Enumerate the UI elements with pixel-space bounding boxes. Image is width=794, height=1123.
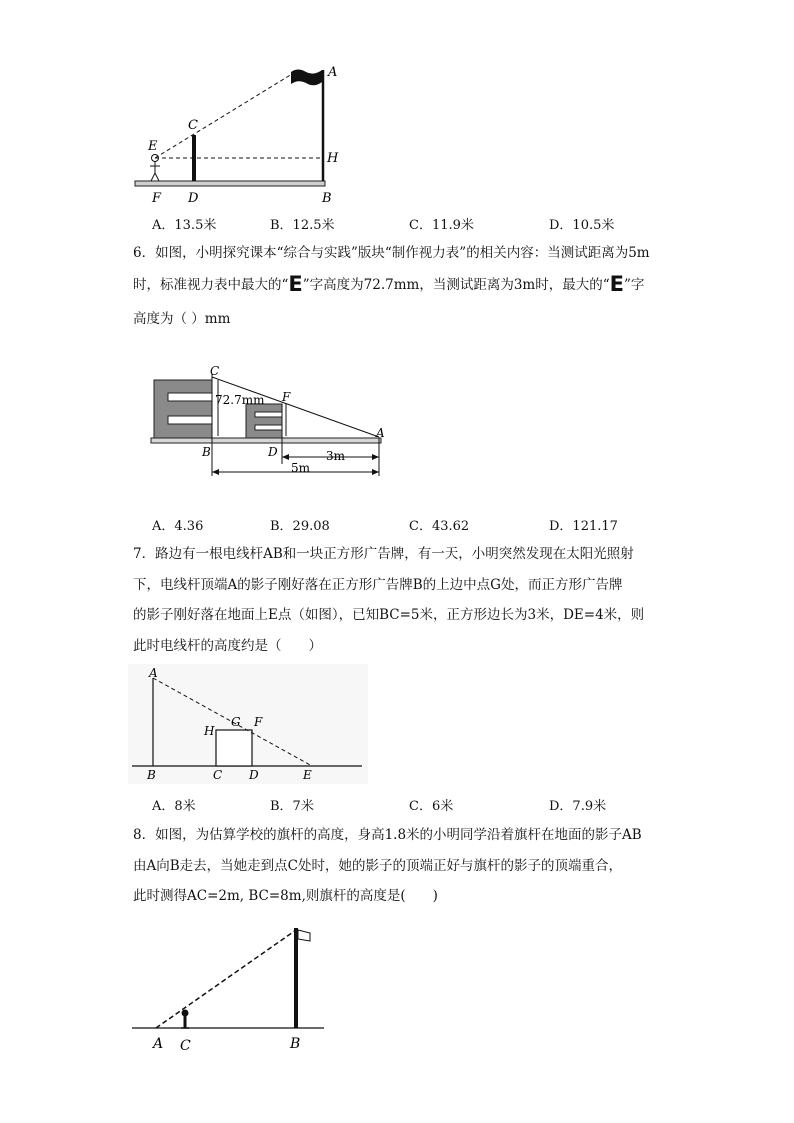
q7-option-a[interactable]: A．8米 [152, 799, 196, 814]
q6-line-1: 6．如图，小明探究课本“综合与实践”版块“制作视力表”的相关内容：当测试距离为5m [133, 245, 650, 261]
q8-question-text [133, 820, 663, 912]
q5-option-d[interactable]: D．10.5米 [549, 218, 615, 233]
q5-flag-icon [291, 70, 322, 86]
q7-options [152, 795, 672, 815]
q5-label-e: E [148, 139, 158, 154]
q6-label-3m: 3m [326, 449, 346, 463]
q7-label-d: D [249, 768, 259, 782]
q7-line-2: 下，电线杆顶端A的影子刚好落在正方形广告牌B的上边中点G处，而正方形广告牌 [133, 576, 623, 593]
q7-label-e: E [303, 768, 312, 782]
q6-question-text [133, 238, 663, 335]
q6-ground [151, 438, 381, 443]
q7-option-c[interactable]: C．6米 [409, 799, 454, 814]
q6-line-2-c: ”字 [623, 276, 645, 293]
q5-label-c: C [188, 118, 198, 133]
q6-figure [148, 364, 393, 479]
q5-option-a[interactable]: A．13.5米 [152, 218, 217, 233]
q7-option-d[interactable]: D．7.9米 [549, 799, 607, 814]
q8-label-a: A [153, 1036, 164, 1052]
q5-label-f: F [152, 191, 162, 206]
q8-figure [128, 924, 328, 1054]
q7-label-f: F [254, 715, 263, 729]
q6-large-e-icon [154, 380, 212, 438]
q6-line-3: 高度为（ ）mm [133, 311, 231, 327]
q7-label-g: G [231, 715, 241, 729]
q7-figure [128, 664, 368, 784]
q6-label-d: D [268, 445, 278, 459]
q6-height-label: 72.7mm [215, 393, 265, 407]
q6-option-a[interactable]: A．4.36 [152, 519, 204, 534]
q8-label-b: B [290, 1036, 301, 1052]
q6-label-c: C [210, 364, 220, 378]
q6-option-b[interactable]: B．29.08 [270, 519, 330, 534]
q7-label-a: A [149, 666, 158, 680]
q6-options [152, 515, 672, 535]
q7-line-1: 7．路边有一根电线杆AB和一块正方形广告牌，有一天，小明突然发现在太阳光照射 [133, 546, 634, 562]
q7-line-3: 的影子刚好落在地面上E点（如图），已知BC=5米，正方形边长为3米，DE=4米，则 [133, 607, 645, 623]
q7-option-b[interactable]: B．7米 [270, 799, 314, 814]
q6-line-ca [212, 377, 379, 437]
q7-label-b: B [147, 768, 156, 782]
q6-option-d[interactable]: D．121.17 [549, 519, 618, 534]
q6-line-2 [133, 269, 663, 301]
q7-question-text [133, 539, 663, 661]
q5-label-b: B [322, 191, 332, 206]
q5-sight-line [155, 74, 292, 158]
q7-line-4: 此时电线杆的高度约是（ ） [133, 637, 322, 654]
q5-ground [135, 181, 325, 186]
q8-line-3: 此时测得AC=2m, BC=8m,则旗杆的高度是( ) [133, 888, 438, 904]
q6-line-2-a: 时，标准视力表中最大的“ [133, 276, 289, 293]
q6-small-e-icon [246, 404, 282, 438]
q7-label-c: C [213, 768, 223, 782]
q6-option-c[interactable]: C．43.62 [409, 519, 470, 534]
q5-option-b[interactable]: B．12.5米 [270, 218, 335, 233]
q5-label-h: H [327, 151, 339, 166]
q6-big-e-letter: E [288, 271, 303, 296]
q6-label-5m: 5m [291, 461, 311, 475]
q8-label-c: C [180, 1038, 191, 1054]
q6-big-e-letter-2: E [609, 271, 624, 296]
q7-billboard-square [216, 730, 252, 766]
q8-shadow-line [156, 930, 296, 1028]
q8-person-icon [181, 1010, 189, 1029]
q5-options [152, 214, 672, 234]
q8-flag-icon [298, 930, 310, 941]
q6-label-b: B [202, 445, 211, 459]
q6-label-f: F [282, 390, 291, 404]
q5-label-d: D [188, 191, 199, 206]
q6-line-2-b: ”字高度为72.7mm，当测试距离为3m时，最大的“ [302, 276, 610, 293]
q5-figure [128, 58, 353, 208]
q5-option-c[interactable]: C．11.9米 [409, 218, 474, 233]
q8-line-1: 8．如图，为估算学校的旗杆的高度，身高1.8米的小明同学沿着旗杆在地面的影子AB [133, 827, 642, 843]
q7-label-h: H [204, 724, 215, 738]
q5-label-a: A [328, 65, 338, 80]
q6-label-a: A [376, 426, 385, 440]
q8-line-2: 由A向B走去，当她走到点C处时，她的影子的顶端正好与旗杆的影子的顶端重合， [133, 857, 622, 874]
